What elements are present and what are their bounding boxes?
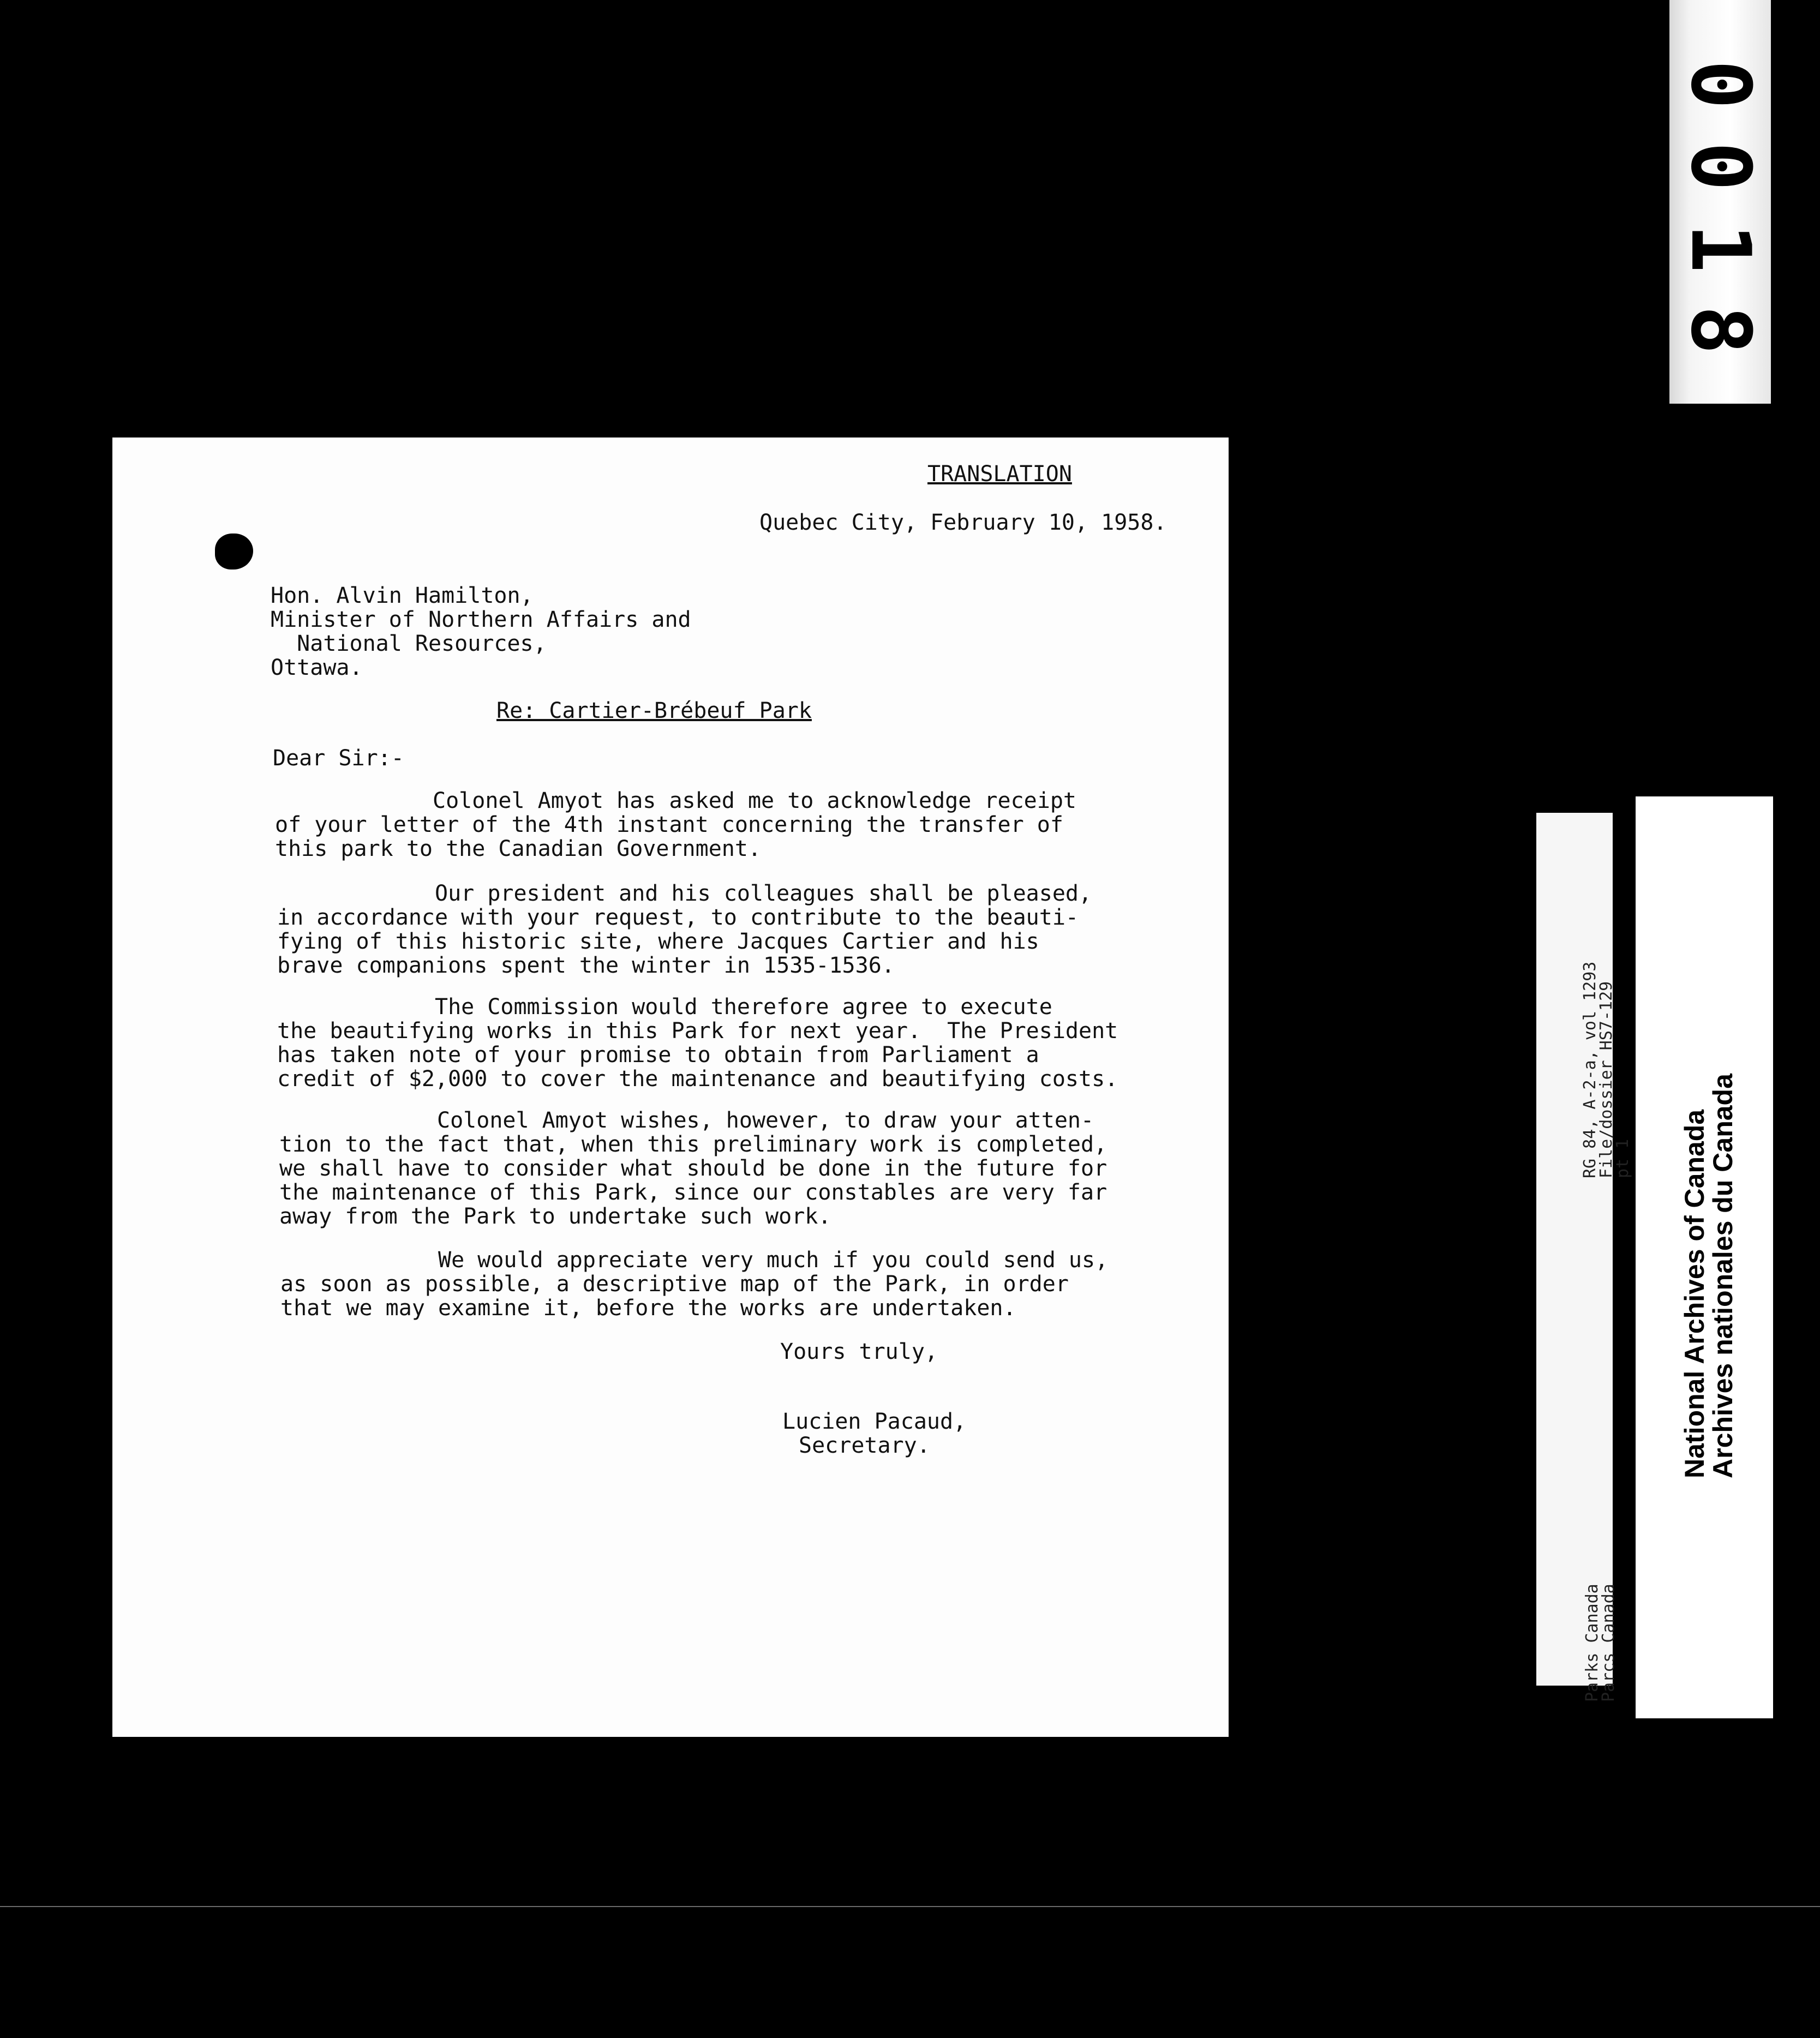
archive-reference-label [1536, 813, 1613, 1686]
signer-name: Lucien Pacaud, [782, 1409, 967, 1434]
salutation: Dear Sir:- [273, 746, 404, 771]
paragraph-5: We would appreciate very much if you could send us, as soon as possible, a descriptive map of the Park, in order that we may examine it, before the works are undertaken. [280, 1248, 1109, 1321]
agency-text: Parks Canada Parcs Canada [1583, 1584, 1618, 1702]
frame-digit: 8 [1673, 305, 1768, 355]
archive-reference-text: RG 84, A-2-a, vol 1293 File/dossier HS7-129 pt 1 [1580, 961, 1632, 1178]
frame-number [1673, 44, 1768, 371]
paragraph-2: Our president and his colleagues shall be pleased, in accordance with your request, to contribute to the beauti- fying of this historic site, where Jacques Cartier and his brave companions spent the winter in 1535-1536. [277, 881, 1092, 978]
signer-title: Secretary. [799, 1433, 930, 1458]
archives-name-text: National Archives of Canada Archives nationales du Canada [1679, 1074, 1738, 1478]
paragraph-4: Colonel Amyot wishes, however, to draw your atten- tion to the fact that, when this preliminary work is completed, we shall have to consider what should be done in the future for the maintenance of this Park, since our constables are very far away from the Park to undertake such work. [279, 1108, 1107, 1229]
date-line: Quebec City, February 10, 1958. [759, 510, 1167, 535]
scan-bottom-line [0, 1906, 1820, 1907]
subject-line: Re: Cartier-Brébeuf Park [496, 698, 812, 723]
frame-digit: 0 [1673, 59, 1768, 110]
closing: Yours truly, [780, 1339, 938, 1364]
paragraph-3: The Commission would therefore agree to execute the beautifying works in this Park for next year. The President has taken note of your promise to obtain from Parliament a credit of $2,000 to cover the maintenance and beautifying costs. [277, 994, 1118, 1092]
frame-digit: 1 [1673, 223, 1768, 273]
paragraph-1: Colonel Amyot has asked me to acknowledge receipt of your letter of the 4th instant concerning the transfer of this park to the Canadian Government. [275, 788, 1077, 861]
recipient-address: Hon. Alvin Hamilton, Minister of Northern Affairs and National Resources, Ottawa. [271, 583, 691, 680]
document-heading: TRANSLATION [927, 461, 1072, 487]
frame-digit: 0 [1673, 141, 1768, 191]
